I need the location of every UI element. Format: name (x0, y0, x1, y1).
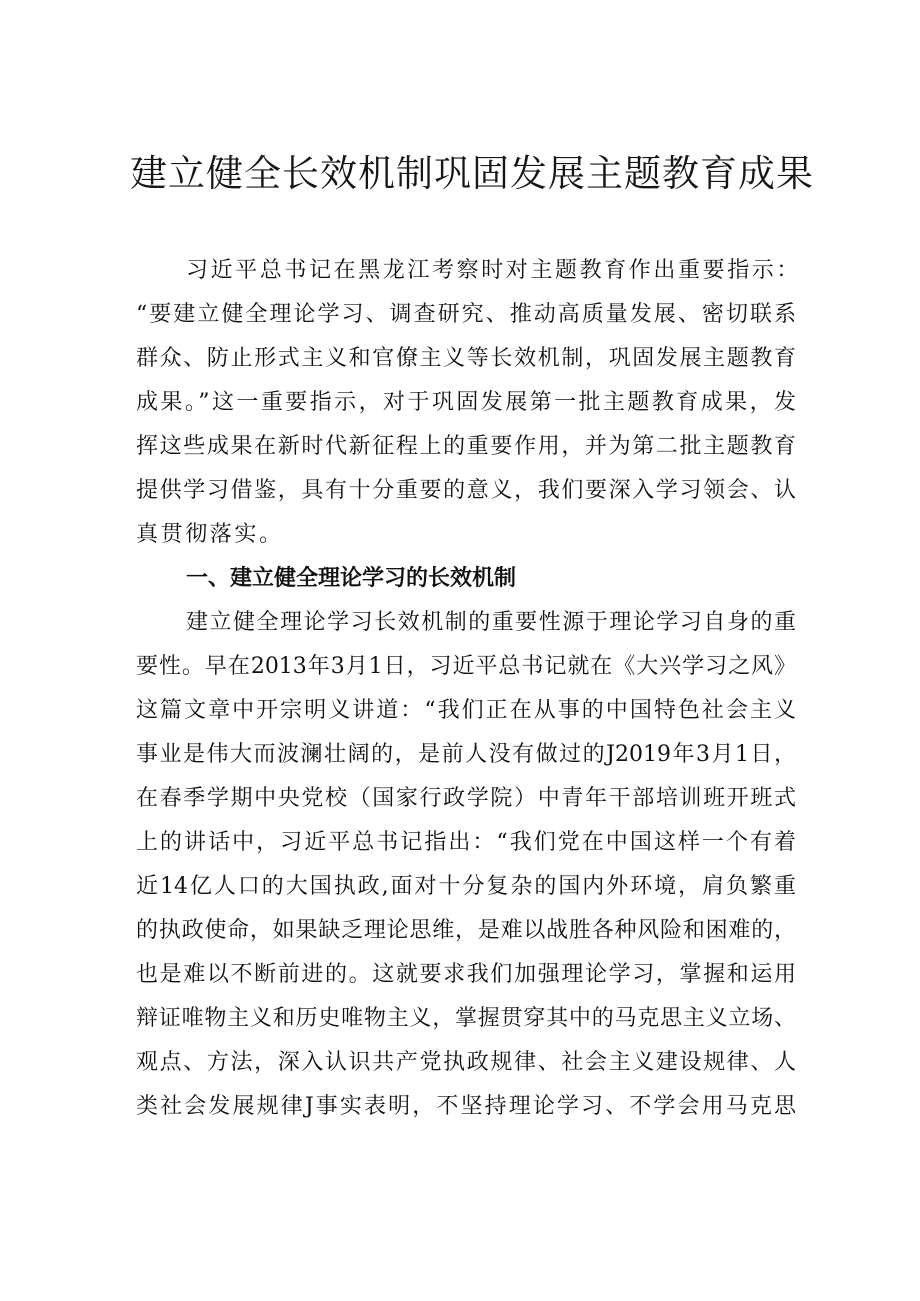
paragraph-line: 辩证唯物主义和历史唯物主义，掌握贯穿其中的马克思主义立场、 (136, 1006, 796, 1031)
document-body (136, 249, 802, 1129)
paragraph-line: 群众、防止形式主义和官僚主义等长效机制，巩固发展主题教育 (136, 346, 796, 371)
document-title: 建立健全长效机制巩固发展主题教育成果 (130, 152, 814, 195)
paragraph-line: 的执政使命，如果缺乏理论思维，是难以战胜各种风险和困难的， (136, 918, 796, 943)
paragraph-line: 挥这些成果在新时代新征程上的重要作用，并为第二批主题教育 (136, 434, 796, 459)
paragraph-line: 成果。”这一重要指示，对于巩固发展第一批主题教育成果，发 (136, 390, 796, 415)
paragraph-line: 类社会发展规律J事实表明，不坚持理论学习、不学会用马克思 (136, 1094, 796, 1119)
paragraph-line: 也是难以不断前进的。这就要求我们加强理论学习，掌握和运用 (136, 962, 796, 987)
paragraph-line: 真贯彻落实。 (136, 522, 284, 547)
paragraph-line: 近14亿人口的大国执政,面对十分复杂的国内外环境，肩负繁重 (136, 874, 796, 899)
paragraph-line: 这篇文章中开宗明义讲道：“我们正在从事的中国特色社会主义 (136, 698, 796, 723)
paragraph-line: 要性。早在2013年3月1日，习近平总书记就在《大兴学习之风》 (136, 654, 796, 679)
paragraph-line: 事业是伟大而波澜壮阔的，是前人没有做过的J2019年3月1日， (136, 742, 796, 767)
paragraph-line: 习近平总书记在黑龙江考察时对主题教育作出重要指示： (186, 258, 802, 283)
paragraph-line: 提供学习借鉴，具有十分重要的意义，我们要深入学习领会、认 (136, 478, 796, 503)
section-heading: 一、建立健全理论学习的长效机制 (186, 566, 517, 591)
paragraph-line: 建立健全理论学习长效机制的重要性源于理论学习自身的重 (186, 610, 796, 635)
paragraph-line: 在春季学期中央党校（国家行政学院）中青年干部培训班开班式 (136, 786, 796, 811)
paragraph-line: “要建立健全理论学习、调查研究、推动高质量发展、密切联系 (136, 302, 796, 327)
paragraph-line: 观点、方法，深入认识共产党执政规律、社会主义建设规律、人 (136, 1050, 796, 1075)
paragraph-line: 上的讲话中，习近平总书记指出：“我们党在中国这样一个有着 (136, 830, 796, 855)
